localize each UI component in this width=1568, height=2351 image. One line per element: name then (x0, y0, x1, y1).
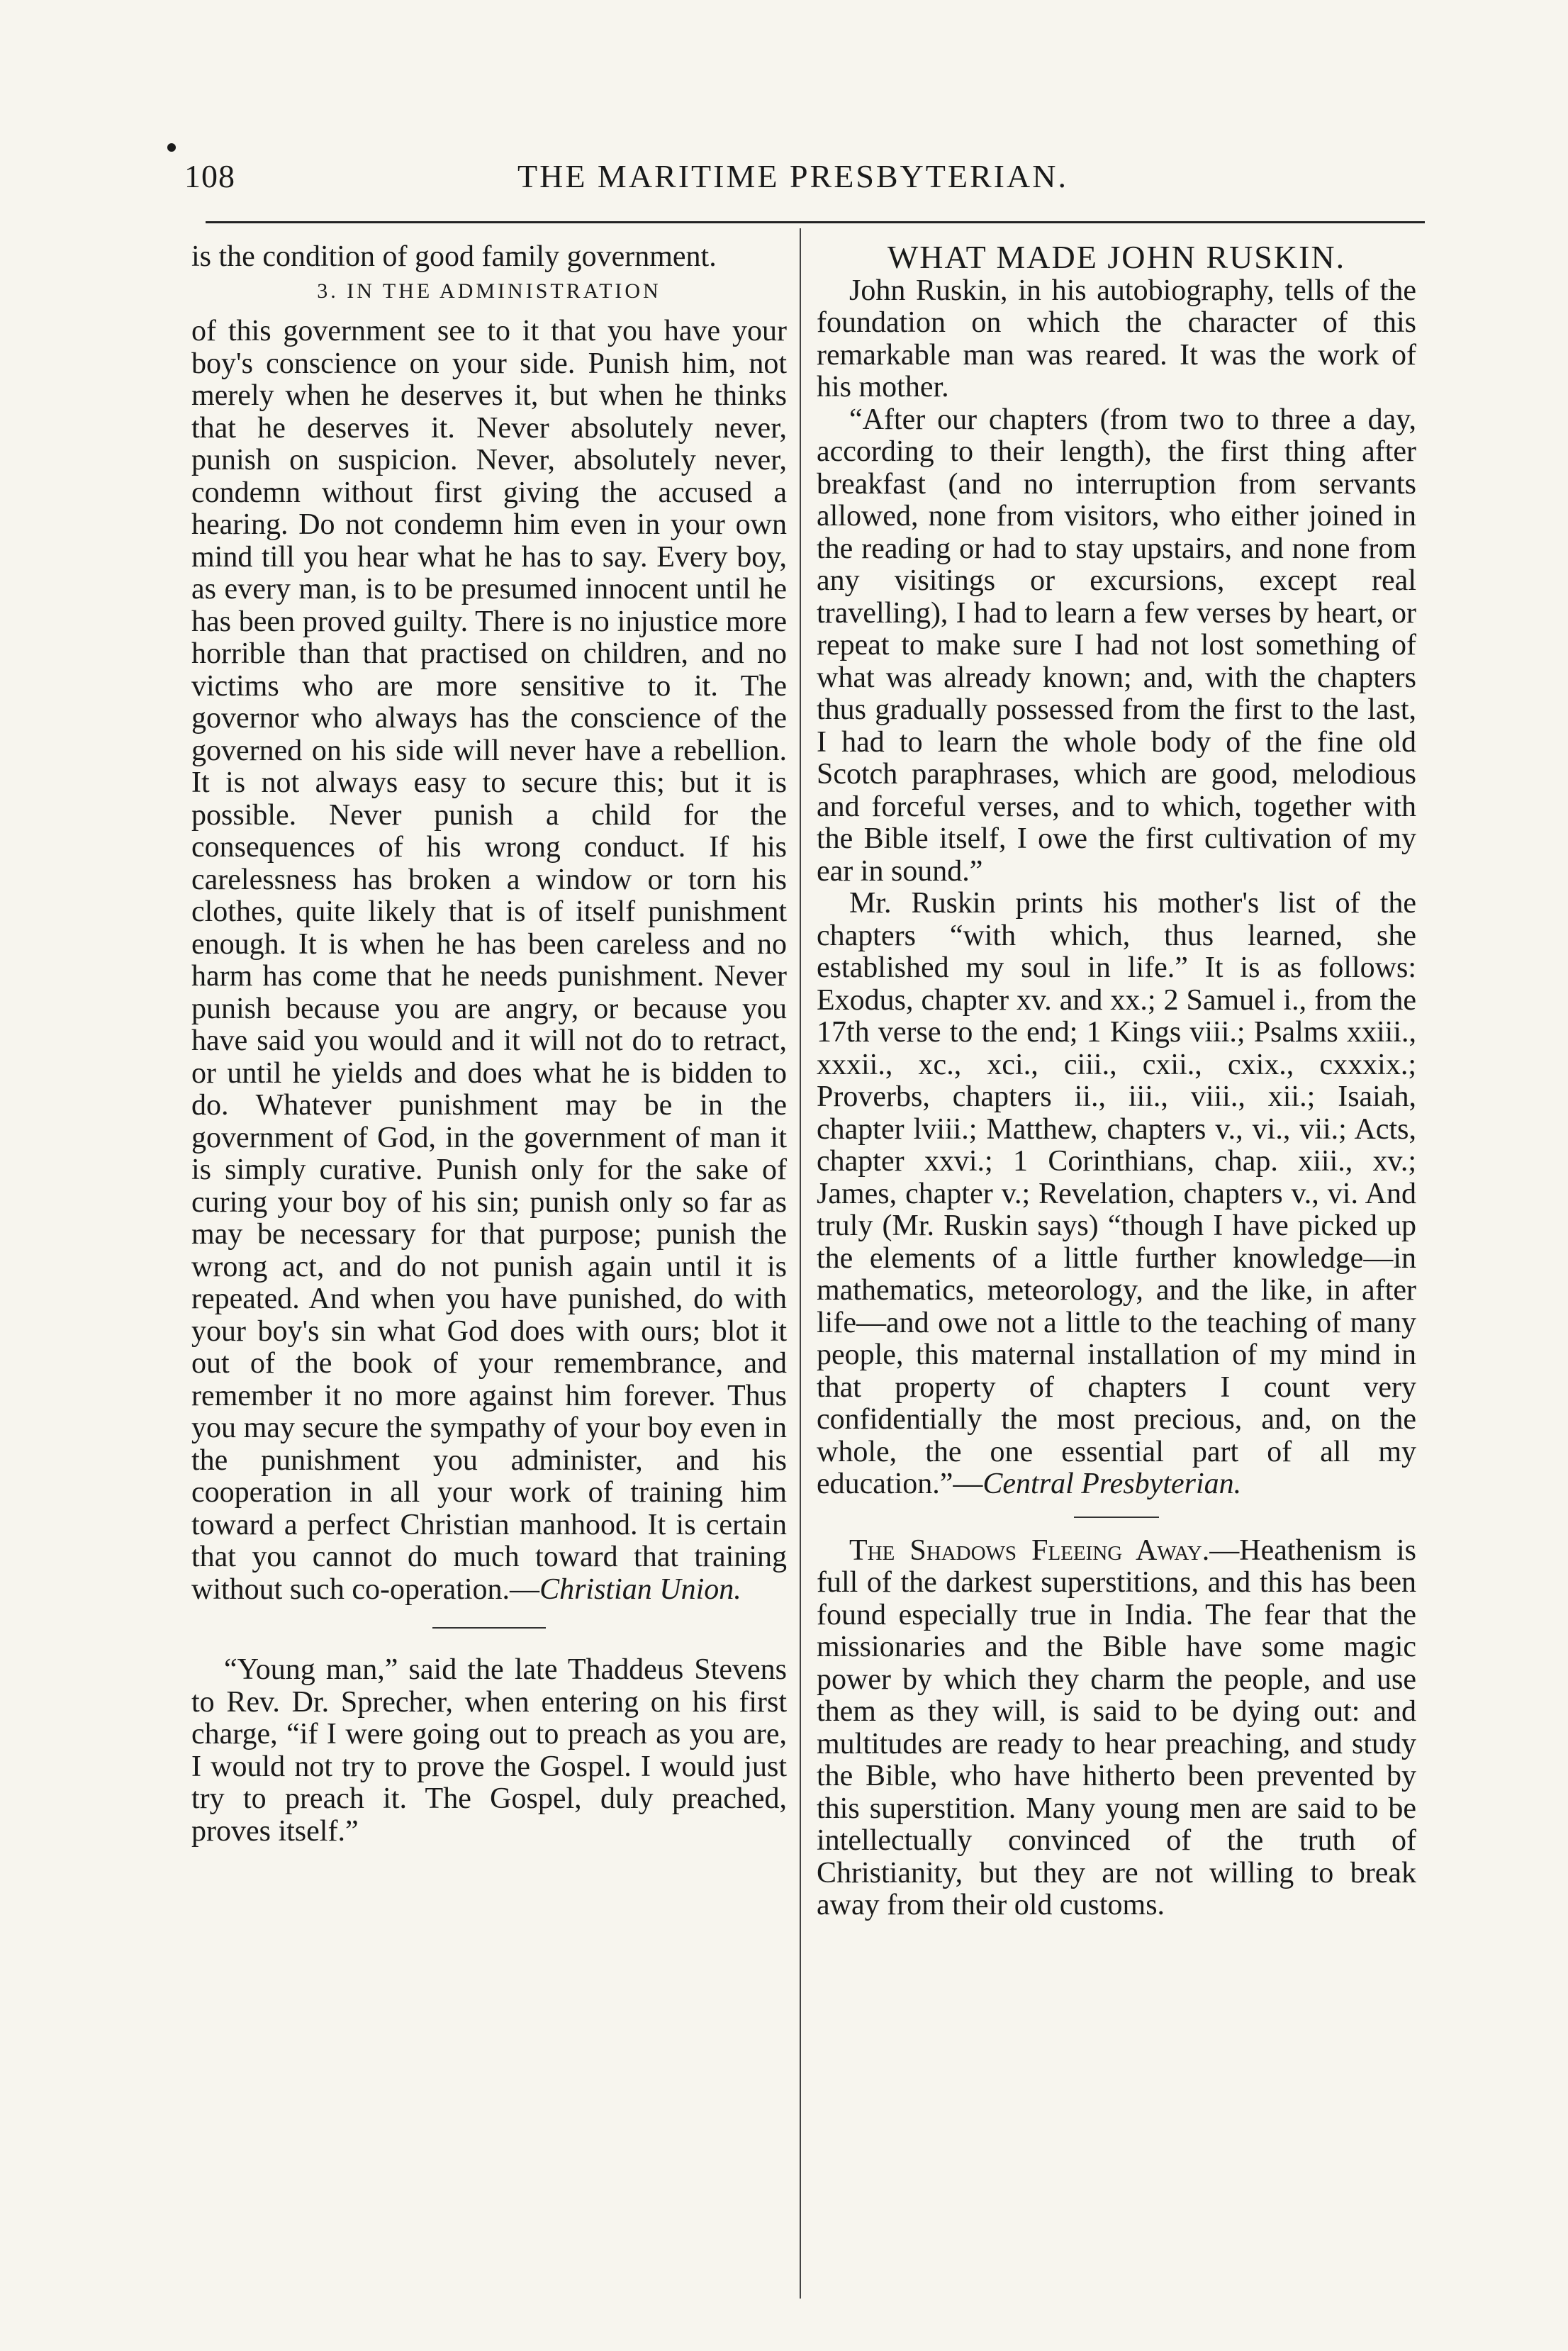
margin-bullet (167, 143, 176, 152)
administration-text: of this government see to it that you have your boy's conscience on your side. Punish him, not merely when he deserves it, but when he thinks that he deserves it. Never absolutely never, punish on suspicion. Never, absolutely never, condemn without first giving the accused a hearing. Do not condemn him even in your own mind till you hear what he has to say. Every boy, as every man, is to be presumed innocent until he has been proved guilty. There is no injustice more horrible than that practised on children, and no victims who are more sensitive to it. The governor who always has the conscience of the governed on his side will never have a rebellion. It is not always easy to secure this; but it is possible. Never punish a child for the consequences of his wrong conduct. If his carelessness has broken a window or torn his clothes, quite likely that is of itself punishment enough. It is when he has been careless and no harm has come that he needs punishment. Never punish because you are angry, or because you have said you would and it will not do to retract, or until he yields and does what he is bidden to do. Whatever punishment may be in the government of God, in the government of man it is simply curative. Punish only for the sake of curing your boy of his sin; punish only so far as may be necessary for that purpose; punish the wrong act, and do not punish again until it is repeated. And when you have punished, do with your boy's sin what God does with ours; blot it out of the book of your remembrance, and remember it no more against him forever. Thus you may secure the sympathy of your boy even in the punishment you administer, and his cooperation in all your work of training him toward a perfect Christian manhood. It is certain that you cannot do much toward that training without such co-operation.— (191, 315, 787, 1606)
running-head: THE MARITIME PRESBYTERIAN. (517, 158, 1068, 194)
ruskin-quote: “After our chapters (from two to three a day, according to their length), the first thing after breakfast (and no interruption from servants allowed, none from visitors, who either joined in the reading or had to stay upstairs, and none from any visitings or excursions, except real travelling), I had to learn a few verses by heart, or repeat to make sure I had not lost something of what was already known; and, with the chapters thus gradually possessed from the first to the last, I had to learn the whole body of the fine old Scotch paraphrases, which are good, melodious and forceful verses, and to which, together with the Bible itself, I owe the first cultivation of my ear in sound.” (817, 403, 1416, 888)
left-column (191, 241, 787, 1848)
column-divider (800, 228, 801, 2299)
chapter-list-paragraph (817, 888, 1416, 1501)
stevens-anecdote: “Young man,” said the late Thaddeus Stevens to Rev. Dr. Sprecher, when entering on his first charge, “if I were going out to preach as you are, I would not try to prove the Gospel. I would just try to preach it. The Gospel, duly preached, proves itself.” (191, 1653, 787, 1848)
chapter-list-text: Mr. Ruskin prints his mother's list of the chapters “with which, thus learned, she established my soul in life.” It is as follows: Exodus, chapter xv. and xx.; 2 Samuel i., from the 17th verse to the end; 1 Kings viii.; Psalms xxiii., xxxii., xc., xci., ciii., cxii., cxix., cxxxix.; Proverbs, chapters ii., iii., viii., xii.; Isaiah, chapter lviii.; Matthew, chapters v., vi., vii.; Acts, chapter xxvi.; 1 Corinthians, chap. xiii., xv.; James, chapter v.; Revelation, chapters v., vi. And truly (Mr. Ruskin says) “though I have picked up the elements of a little further knowledge—in mathematics, meteorology, and the like, in after life—and owe not a little to the teaching of many people, this maternal installation of my mind in that property of chapters I count very confidentially the most precious, and, on the whole, the one essential part of all my education.”— (817, 887, 1416, 1500)
separator-rule (1074, 1517, 1159, 1518)
shadows-heading: The Shadows Fleeing Away. (849, 1534, 1210, 1567)
separator-rule (432, 1627, 546, 1629)
source-credit: Christian Union. (539, 1573, 741, 1606)
shadows-paragraph (817, 1535, 1416, 1922)
page-number: 108 (184, 158, 235, 194)
shadows-text: —Heathenism is full of the darkest superstitions, and this has been found especially true in India. The fear that the missionaries and the Bible have some magic power by which they charm the people, and use them as they will, is said to be dying out: and multitudes are ready to hear preaching, and study the Bible, who have hitherto been prevented by this superstition. Many young men are said to be intellectually convinced of the truth of Christianity, but they are not willing to break away from their old customs. (817, 1534, 1416, 1921)
continued-paragraph: is the condition of good family government. (191, 240, 717, 273)
article-title: WHAT MADE JOHN RUSKIN. (887, 239, 1346, 275)
right-column (817, 241, 1416, 1922)
ruskin-intro: John Ruskin, in his autobiography, tells of the foundation on which the character of this remarkable man was reared. It was the work of his mother. (817, 274, 1416, 403)
section-subhead: 3. IN THE ADMINISTRATION (317, 279, 661, 303)
administration-paragraph (191, 315, 787, 1606)
page-header (184, 157, 1432, 207)
source-credit: Central Presbyterian. (982, 1468, 1242, 1500)
header-rule (206, 221, 1425, 223)
